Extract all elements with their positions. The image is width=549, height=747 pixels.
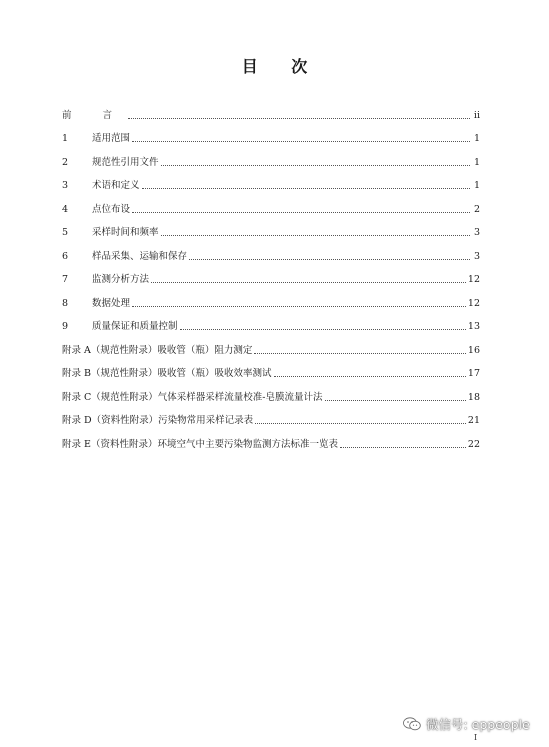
toc-entry[interactable] [62, 310, 480, 334]
toc-leader-dots [128, 118, 470, 119]
toc-entry-title: 适用范围 [92, 133, 131, 144]
watermark-text: 微信号: eppeople [426, 717, 530, 732]
toc-entry-title: 监测分析方法 [92, 274, 150, 285]
toc-entry-page: 22 [467, 438, 480, 450]
toc-entry-appendix[interactable] [62, 357, 480, 381]
toc-leader-dots [274, 376, 466, 377]
toc-entry-page: 3 [473, 227, 480, 238]
toc-entry-page: 1 [473, 133, 480, 144]
toc-entry[interactable] [62, 145, 480, 169]
toc-entry-page: 17 [467, 368, 480, 379]
toc-leader-dots [161, 235, 470, 236]
toc-leader-dots [161, 165, 470, 166]
toc-entry[interactable] [62, 122, 480, 146]
toc-entry[interactable] [62, 239, 480, 263]
toc-entry-page: 1 [473, 156, 480, 168]
toc-leader-dots [189, 259, 470, 260]
toc-entry-appendix[interactable] [62, 404, 480, 428]
toc-entry-number: 4 [62, 203, 69, 215]
toc-entry-title: 前 言 [62, 109, 127, 121]
toc-entry[interactable] [62, 192, 480, 216]
toc-entry-title: 采样时间和频率 [92, 227, 159, 238]
toc-entry-number: 6 [62, 250, 69, 262]
toc-entry-title: 样品采集、运输和保存 [92, 250, 188, 262]
toc-entry-title: 附录 C（规范性附录）气体采样器采样流量校准-皂膜流量计法 [62, 391, 323, 403]
toc-entry-title: 术语和定义 [92, 180, 140, 191]
toc-entry-page: 13 [467, 321, 480, 332]
toc-entry-appendix[interactable] [62, 427, 480, 451]
toc-entry-page: 1 [473, 180, 480, 191]
toc-leader-dots [325, 400, 466, 401]
toc-entry-number: 8 [62, 297, 69, 309]
toc-leader-dots [180, 329, 466, 330]
toc-entry-number: 3 [62, 180, 69, 191]
toc-entry[interactable] [62, 169, 480, 193]
toc-entry-title: 数据处理 [92, 297, 131, 309]
toc-leader-dots [254, 353, 466, 354]
toc-entry-page: ii [473, 109, 480, 121]
toc-entry-number: 1 [62, 133, 69, 144]
toc-leader-dots [132, 212, 470, 213]
page-number: I [474, 733, 478, 742]
toc-entry-page: 21 [467, 415, 480, 426]
toc-entry-number: 9 [62, 321, 69, 332]
toc-entry-preface[interactable] [62, 98, 480, 122]
toc-entry-number: 7 [62, 274, 69, 285]
toc-entry-title: 附录 D（资料性附录）污染物常用采样记录表 [62, 415, 254, 426]
page-title: 目 次 [241, 57, 322, 76]
wechat-icon [403, 717, 421, 731]
toc-entry-title: 附录 B（规范性附录）吸收管（瓶）吸收效率测试 [62, 368, 272, 379]
toc-entry-appendix[interactable] [62, 380, 480, 404]
table-of-contents [62, 98, 480, 451]
toc-leader-dots [151, 282, 466, 283]
toc-leader-dots [340, 447, 466, 448]
toc-leader-dots [142, 188, 470, 189]
toc-entry-title: 点位布设 [92, 203, 131, 215]
toc-entry-page: 12 [467, 297, 480, 309]
toc-entry-page: 2 [473, 203, 480, 215]
toc-leader-dots [132, 141, 470, 142]
toc-entry-appendix[interactable] [62, 333, 480, 357]
toc-entry-title: 附录 A（规范性附录）吸收管（瓶）阻力测定 [62, 344, 253, 356]
wechat-watermark [403, 715, 530, 733]
toc-entry-page: 12 [467, 274, 480, 285]
toc-entry[interactable] [62, 286, 480, 310]
toc-entry-page: 3 [473, 250, 480, 262]
toc-entry-page: 18 [467, 391, 480, 403]
toc-entry-number: 2 [62, 156, 69, 168]
toc-entry-title: 质量保证和质量控制 [92, 321, 178, 332]
toc-leader-dots [132, 306, 466, 307]
toc-entry-number: 5 [62, 227, 69, 238]
toc-entry[interactable] [62, 216, 480, 240]
toc-entry[interactable] [62, 263, 480, 287]
toc-entry-page: 16 [467, 344, 480, 356]
toc-entry-title: 附录 E（资料性附录）环境空气中主要污染物监测方法标准一览表 [62, 438, 338, 450]
toc-entry-title: 规范性引用文件 [92, 156, 159, 168]
toc-leader-dots [255, 423, 466, 424]
